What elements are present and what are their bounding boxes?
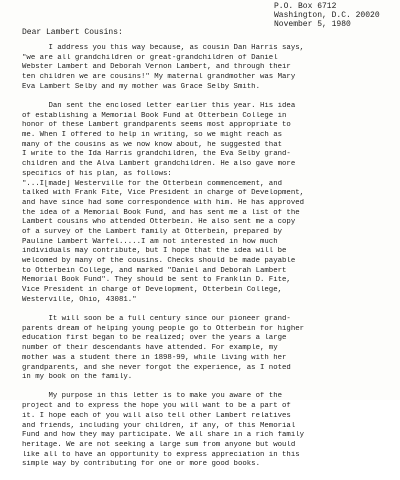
letter-line: project and to express the hope you will want to be a part of [22, 402, 291, 411]
letter-line: Fund and how they may participate. We all share in a rich family [22, 431, 305, 440]
letter-line: to Otterbein College, and marked "Daniel and Deborah Lambert [22, 266, 287, 275]
letter-line: Webster Lambert and Deborah Vernon Lambert, and through their [22, 63, 291, 72]
letter-line: My purpose in this letter is to make you aware of the [22, 392, 283, 401]
letter-line: "we are all grandchildren or great-grandchildren of Daniel [22, 53, 278, 62]
letter-line: honor of these Lambert grandparents seems most appropriate to [22, 121, 291, 130]
letter-line: Lambert cousins who attended Otterbein. He also sent me a copy [22, 218, 296, 227]
letter-paragraph [22, 44, 394, 92]
letter-body [22, 44, 394, 480]
letter-paragraph [22, 102, 394, 305]
letter-line: of a survey of the Lambert family at Otterbein, prepared by [22, 227, 283, 236]
letter-line: I address you this way because, as cousin Dan Harris says, [22, 44, 305, 52]
letter-line: it. I hope each of you will also tell other Lambert relatives [22, 411, 291, 420]
letter-line: specifics of his plan, as follows: [22, 169, 172, 178]
letter-line: talked with Frank Fite, Vice President in charge of Development, [22, 189, 305, 198]
letter-line: many of the cousins as we now know about, he suggested that [22, 140, 283, 149]
letter-line: like all to have an opportunity to express appreciation in this [22, 450, 300, 459]
letter-line: heritage. We are not seeking a large sum from anyone but would [22, 440, 296, 449]
letter-line: simple way by contributing for one or more good books. [22, 460, 260, 469]
city-line: Washington, D.C. 20020 [274, 11, 380, 20]
letter-line: Memorial Book Fund". They should be sent to Franklin D. Fite, [22, 276, 291, 285]
letter-line: Dan sent the enclosed letter earlier this year. His idea [22, 102, 296, 111]
letter-line: and have since had some correspondence with him. He has approved [22, 198, 305, 207]
letter-date: November 5, 1980 [274, 20, 351, 29]
letter-line: education first began to be realized; over the years a large [22, 334, 287, 343]
letter-line: ten children we are cousins!" My maternal grandmother was Mary [22, 73, 296, 82]
letter-line: I write to the Ida Harris grandchildren, the Eva Selby grand- [22, 150, 291, 159]
letter-line: Eva Lambert Selby and my mother was Grace Selby Smith. [22, 82, 260, 91]
letter-header [274, 2, 386, 29]
letter-line: in my book on the family. [22, 373, 133, 382]
letter-line: and friends, including your children, if any, of this Memorial [22, 421, 296, 430]
letter-line: Pauline Lambert Warfel.....I am not interested in how much [22, 237, 278, 246]
po-box: P.O. Box 6712 [274, 2, 337, 11]
letter-line: "...I[made] Westerville for the Otterbein commencement, and [22, 179, 283, 188]
letter-line: children and the Alva Lambert grandchildren. He also gave more [22, 160, 296, 169]
salutation: Dear Lambert Cousins: [22, 28, 123, 37]
letter-line: parents dream of helping young people go to Otterbein for higher [22, 324, 305, 333]
letter-line: welcomed by many of the cousins. Checks should be made payable [22, 257, 296, 266]
letter-line: It will soon be a full century since our pioneer grand- [22, 315, 291, 324]
letter-line: mother was a student there in 1898-99, while living with her [22, 353, 287, 362]
letter-line: me. When I offered to help in writing, so we might reach as [22, 131, 283, 140]
letter-line: number of their descendants have attended. For example, my [22, 344, 278, 353]
letter-paragraph [22, 315, 394, 383]
letter-line: grandparents, and she never forgot the experience, as I noted [22, 363, 291, 372]
letter-line: individuals may contribute, but I hope that the idea will be [22, 247, 287, 256]
letter-line: Vice President in charge of Development, Otterbein College, [22, 286, 283, 295]
letter-paragraph [22, 392, 394, 470]
letter-line: Westerville, Ohio, 43081." [22, 295, 137, 304]
letter-line: the idea of a Memorial Book Fund, and has sent me a list of the [22, 208, 300, 217]
letter-line: of establishing a Memorial Book Fund at Otterbein College in [22, 111, 287, 120]
